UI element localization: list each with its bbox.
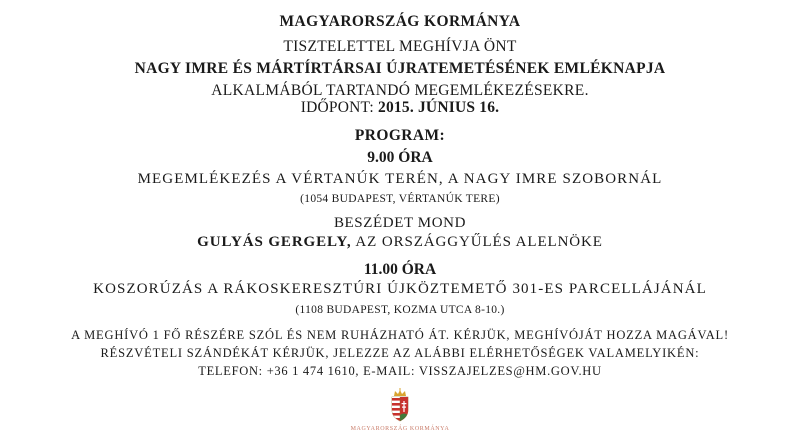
speaker-role: AZ ORSZÁGGYŰLÉS ALELNÖKE [355,234,603,250]
date-label: IDŐPONT: [300,99,374,116]
note-line-2: RÉSZVÉTELI SZÁNDÉKÁT KÉRJÜK, JELEZZE AZ ALÁBBI ELÉRHETŐSÉGEK VALAMELYIKÉN: [100,346,700,360]
event2-time: 11.00 ÓRA [363,261,437,278]
greeting-line: TISZTELETTEL MEGHÍVJA ÖNT [283,38,517,55]
phone-value: +36 1 474 1610, [266,364,360,378]
speaker-line [0,235,800,250]
contact-line [0,365,800,378]
event1-address: (1054 BUDAPEST, VÉRTANÚK TERE) [300,193,500,205]
event-title: NAGY IMRE ÉS MÁRTÍRTÁRSAI ÚJRATEMETÉSÉNEK EMLÉKNAPJA [134,60,666,77]
issuer-title: MAGYARORSZÁG KORMÁNYA [279,13,521,30]
date-value: 2015. JÚNIUS 16. [378,99,500,116]
logo-caption: MAGYARORSZÁG KORMÁNYA [350,426,450,432]
speaker-name: GULYÁS GERGELY, [197,234,352,250]
program-heading: PROGRAM: [354,127,446,144]
event1-time: 9.00 ÓRA [367,149,433,166]
email-value: VISSZAJELZES@HM.GOV.HU [418,364,602,378]
occasion-line: ALKALMÁBÓL TARTANDÓ MEGEMLÉKEZÉSEKRE. [211,82,589,99]
event2-address: (1108 BUDAPEST, KOZMA UTCA 8-10.) [295,304,505,316]
phone-label: TELEFON: [198,364,263,378]
hungarian-coat-of-arms-icon [388,388,412,422]
email-label: E-MAIL: [363,364,416,378]
note-line-1: A MEGHÍVÓ 1 FŐ RÉSZÉRE SZÓL ÉS NEM RUHÁZHATÓ ÁT. KÉRJÜK, MEGHÍVÓJÁT HOZZA MAGÁVAL! [71,328,729,342]
event1-title: MEGEMLÉKEZÉS A VÉRTANÚK TERÉN, A NAGY IMRE SZOBORNÁL [137,171,663,187]
date-line [0,100,800,116]
speech-label: BESZÉDET MOND [333,215,467,231]
event2-title: KOSZORÚZÁS A RÁKOSKERESZTÚRI ÚJKÖZTEMETŐ 301-ES PARCELLÁJÁNÁL [93,281,707,297]
